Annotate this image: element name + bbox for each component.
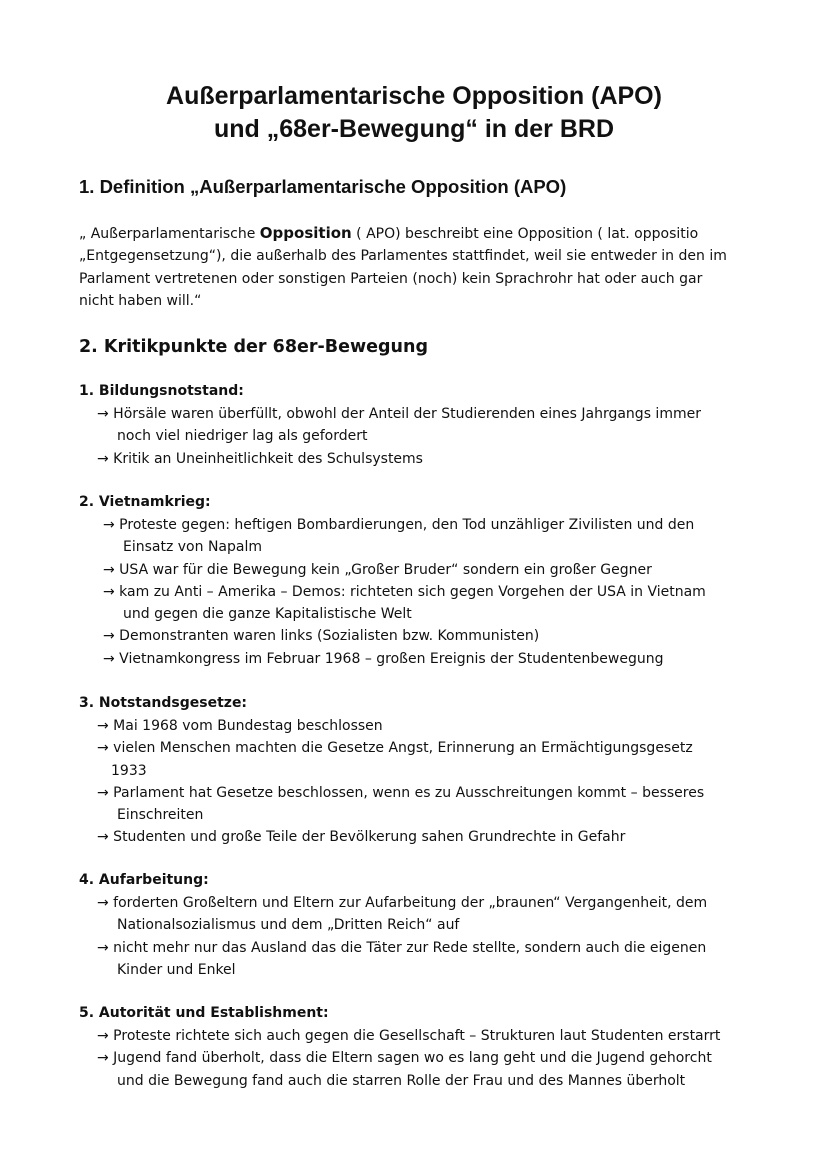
bullet-text: → nicht mehr nur das Ausland das die Täter zur Rede stellte, sondern auch die eigenen xyxy=(97,939,707,956)
criticism-heading: 2. Kritikpunkte der 68er-Bewegung xyxy=(79,337,428,357)
definition-line-2: „Entgegensetzung“), die außerhalb des Parlamentes stattfindet, weil sie entweder in den im xyxy=(79,248,727,265)
bullet-text: und gegen die ganze Kapitalistische Welt xyxy=(123,606,412,623)
bullet-item xyxy=(79,581,769,626)
definition-text: ( APO) beschreibt eine Opposition ( lat. oppositio xyxy=(351,226,699,242)
definition-keyword: Opposition xyxy=(259,224,352,242)
bullet-text: und die Bewegung fand auch die starren Rolle der Frau und des Mannes überholt xyxy=(117,1072,686,1089)
bullet-item xyxy=(79,737,769,782)
section-vietnamkrieg xyxy=(79,491,769,670)
section-aufarbeitung xyxy=(79,869,769,981)
section-autoritaet xyxy=(79,1002,769,1092)
bullet-text: → Mai 1968 vom Bundestag beschlossen xyxy=(97,718,383,734)
bullet-text: Einsatz von Napalm xyxy=(123,539,262,556)
bullet-text: → Demonstranten waren links (Sozialisten bzw. Kommunisten) xyxy=(103,628,540,645)
definition-paragraph xyxy=(79,222,759,312)
bullet-item xyxy=(79,715,769,737)
bullet-text: Nationalsozialismus und dem „Dritten Reich“ auf xyxy=(117,917,460,934)
bullet-text: → Proteste richtete sich auch gegen die Gesellschaft – Strukturen laut Studenten erstarrt xyxy=(97,1028,721,1044)
bullet-text: Kinder und Enkel xyxy=(117,961,236,978)
title-line-2: und „68er-Bewegung“ in der BRD xyxy=(213,115,615,143)
bullet-text: Einschreiten xyxy=(117,807,204,824)
section-title: 3. Notstandsgesetze: xyxy=(79,695,248,711)
bullet-text: → USA war für die Bewegung kein „Großer Bruder“ sondern ein großer Gegner xyxy=(103,561,652,578)
bullet-text: → Parlament hat Gesetze beschlossen, wenn es zu Ausschreitungen kommt – besseres xyxy=(97,784,705,801)
definition-line-4: nicht haben will.“ xyxy=(79,292,202,309)
bullet-text: 1933 xyxy=(111,762,147,779)
bullet-item xyxy=(79,403,769,448)
bullet-text: noch viel niedriger lag als gefordert xyxy=(117,428,368,445)
section-notstandsgesetze xyxy=(79,692,769,849)
bullet-item xyxy=(79,625,769,647)
section-title: 4. Aufarbeitung: xyxy=(79,872,209,888)
bullet-text: → Jugend fand überholt, dass die Eltern sagen wo es lang geht und die Jugend gehorcht xyxy=(97,1050,712,1067)
title-line-1: Außerparlamentarische Opposition (APO) xyxy=(166,82,662,110)
bullet-item xyxy=(79,514,769,559)
bullet-text: → kam zu Anti – Amerika – Demos: richteten sich gegen Vorgehen der USA in Vietnam xyxy=(103,583,706,600)
bullet-text: → Kritik an Uneinheitlichkeit des Schulsystems xyxy=(97,450,423,467)
section-bildungsnotstand xyxy=(79,380,769,470)
bullet-item xyxy=(79,782,769,827)
bullet-item xyxy=(79,892,769,937)
bullet-text: → vielen Menschen machten die Gesetze Angst, Erinnerung an Ermächtigungsgesetz xyxy=(97,740,693,757)
bullet-text: → Vietnamkongress im Februar 1968 – großen Ereignis der Studentenbewegung xyxy=(103,650,664,667)
bullet-item xyxy=(79,448,769,470)
bullet-item xyxy=(79,826,769,848)
bullet-item xyxy=(79,1025,769,1047)
definition-heading: 1. Definition „Außerparlamentarische Opposition (APO) xyxy=(79,176,567,197)
bullet-text: → forderten Großeltern und Eltern zur Aufarbeitung der „braunen“ Vergangenheit, dem xyxy=(97,895,708,911)
section-title: 5. Autorität und Establishment: xyxy=(79,1005,329,1021)
bullet-text: → Hörsäle waren überfüllt, obwohl der Anteil der Studierenden eines Jahrgangs immer xyxy=(97,406,701,422)
definition-line-1 xyxy=(79,222,759,245)
section-title: 1. Bildungsnotstand: xyxy=(79,383,244,399)
bullet-item xyxy=(79,648,769,670)
bullet-item xyxy=(79,1047,769,1092)
section-title: 2. Vietnamkrieg: xyxy=(79,494,211,510)
definition-line-3: Parlament vertretenen oder sonstigen Parteien (noch) kein Sprachrohr hat oder auch gar xyxy=(79,270,703,287)
bullet-text: → Proteste gegen: heftigen Bombardierungen, den Tod unzähliger Zivilisten und den xyxy=(103,517,695,533)
bullet-item xyxy=(79,937,769,982)
document-title xyxy=(0,80,828,146)
bullet-item xyxy=(79,559,769,581)
bullet-text: → Studenten und große Teile der Bevölkerung sahen Grundrechte in Gefahr xyxy=(97,829,626,846)
definition-text: „ Außerparlamentarische xyxy=(79,226,260,242)
